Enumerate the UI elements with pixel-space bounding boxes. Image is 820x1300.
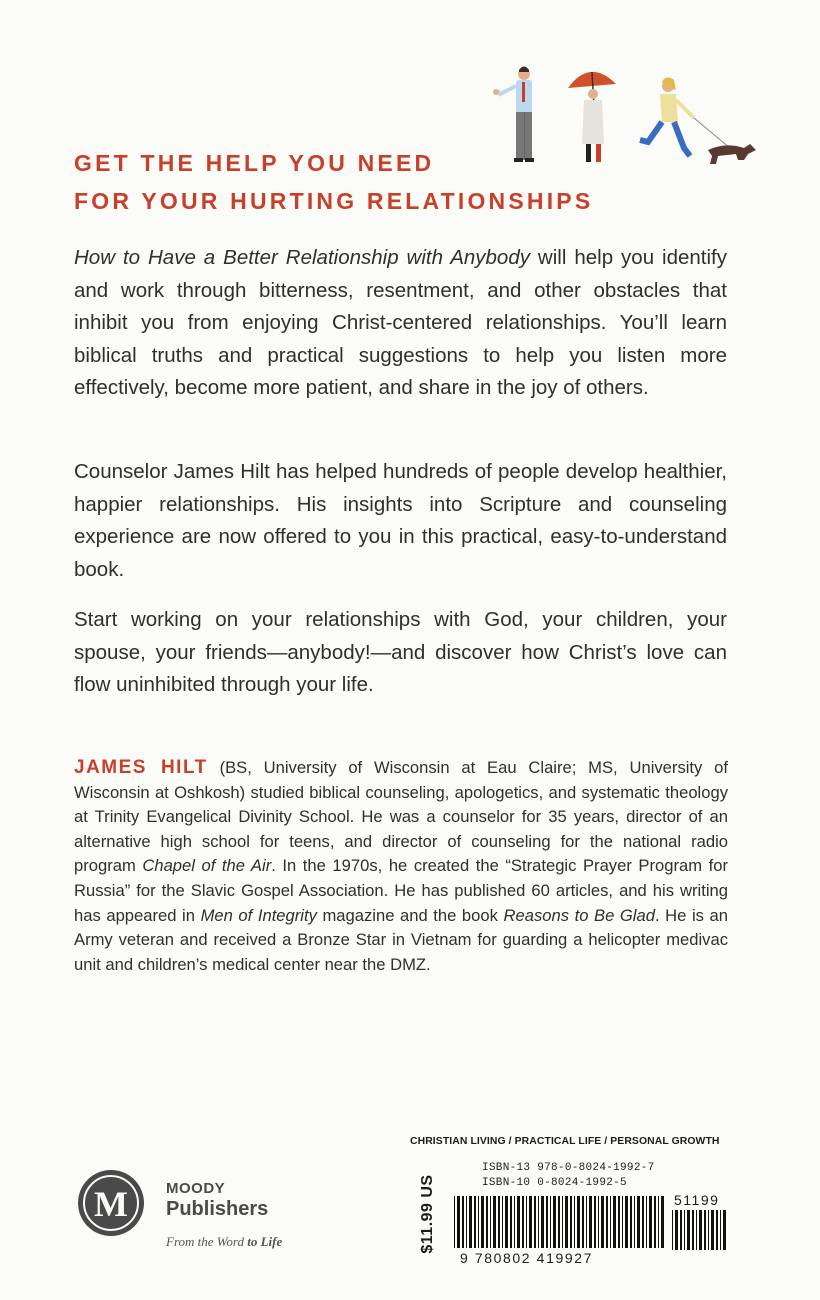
- book-title: How to Have a Better Relationship with Anybody: [74, 246, 530, 269]
- description-paragraph-2: Counselor James Hilt has helped hundreds of people develop healthier, happier relationships. His insights into Scripture and counseling experience are now offered to you in this practical, easy-to-understand book.: [74, 460, 727, 581]
- author-bio: [74, 756, 728, 977]
- isbn-13: ISBN-13 978-0-8024-1992-7: [482, 1162, 655, 1174]
- bio-magazine: Men of Integrity: [200, 905, 317, 925]
- bio-radio-program: Chapel of the Air: [142, 856, 272, 876]
- headline-line-2: FOR YOUR HURTING RELATIONSHIPS: [74, 188, 594, 214]
- description-paragraph-3: Start working on your relationships with God, your children, your spouse, your friends—anybody!—and discover how Christ’s love can flow uninhibited through your life.: [74, 608, 727, 696]
- bio-text-3: magazine and the book: [316, 905, 504, 925]
- bio-book: Reasons to Be Glad: [503, 905, 655, 925]
- logo-letter: M: [94, 1184, 128, 1224]
- description-paragraph-1-text: will help you identify and work through bitterness, resentment, and other obstacles that inhibit you from enjoying Christ-centered relationships. You’ll learn biblical truths and practical suggestions to help you listen more effectively, become more patient, and share in the joy of others.: [74, 246, 727, 399]
- isbn-10: ISBN-10 0-8024-1992-5: [482, 1177, 627, 1189]
- tagline-part-1: From the Word: [166, 1234, 248, 1249]
- supplement-barcode-icon: [672, 1210, 728, 1250]
- publisher-tagline: [166, 1234, 282, 1250]
- publisher-name-line-1: MOODY: [166, 1180, 226, 1197]
- headline: [74, 144, 714, 220]
- bio-text-2: . In the 1970s, he created the “Strategic Prayer Program for Russia” for the Slavic Gospel Association. He has published 60 articles, and his writing has appeared in: [74, 856, 728, 925]
- author-name: JAMES HILT: [74, 757, 208, 778]
- supplement-digits: 51199: [674, 1192, 720, 1208]
- headline-line-1: GET THE HELP YOU NEED: [74, 150, 435, 176]
- bio-text-1: (BS, University of Wisconsin at Eau Claire; MS, University of Wisconsin at Oshkosh) studied biblical counseling, apologetics, and systematic theology at Trinity Evangelical Divinity School. He was a counselor for 35 years, director of an alternative high school for teens, and director of counseling for the national radio program: [74, 758, 728, 876]
- barcode-digits: 9 780802 419927: [460, 1250, 593, 1266]
- description-paragraph-1: [74, 242, 727, 405]
- category-label: CHRISTIAN LIVING / PRACTICAL LIFE / PERSONAL GROWTH: [410, 1136, 720, 1147]
- publisher-name-line-2: Publishers: [166, 1198, 269, 1220]
- barcode-icon: [454, 1196, 666, 1248]
- tagline-part-2: to Life: [247, 1234, 283, 1249]
- moody-logo-icon: [76, 1168, 146, 1238]
- price-label: $11.99 US: [419, 1174, 436, 1254]
- bio-text-4: . He is an Army veteran and received a Bronze Star in Vietnam for guarding a helicopter medivac unit and children’s medical center near the DMZ.: [74, 905, 728, 974]
